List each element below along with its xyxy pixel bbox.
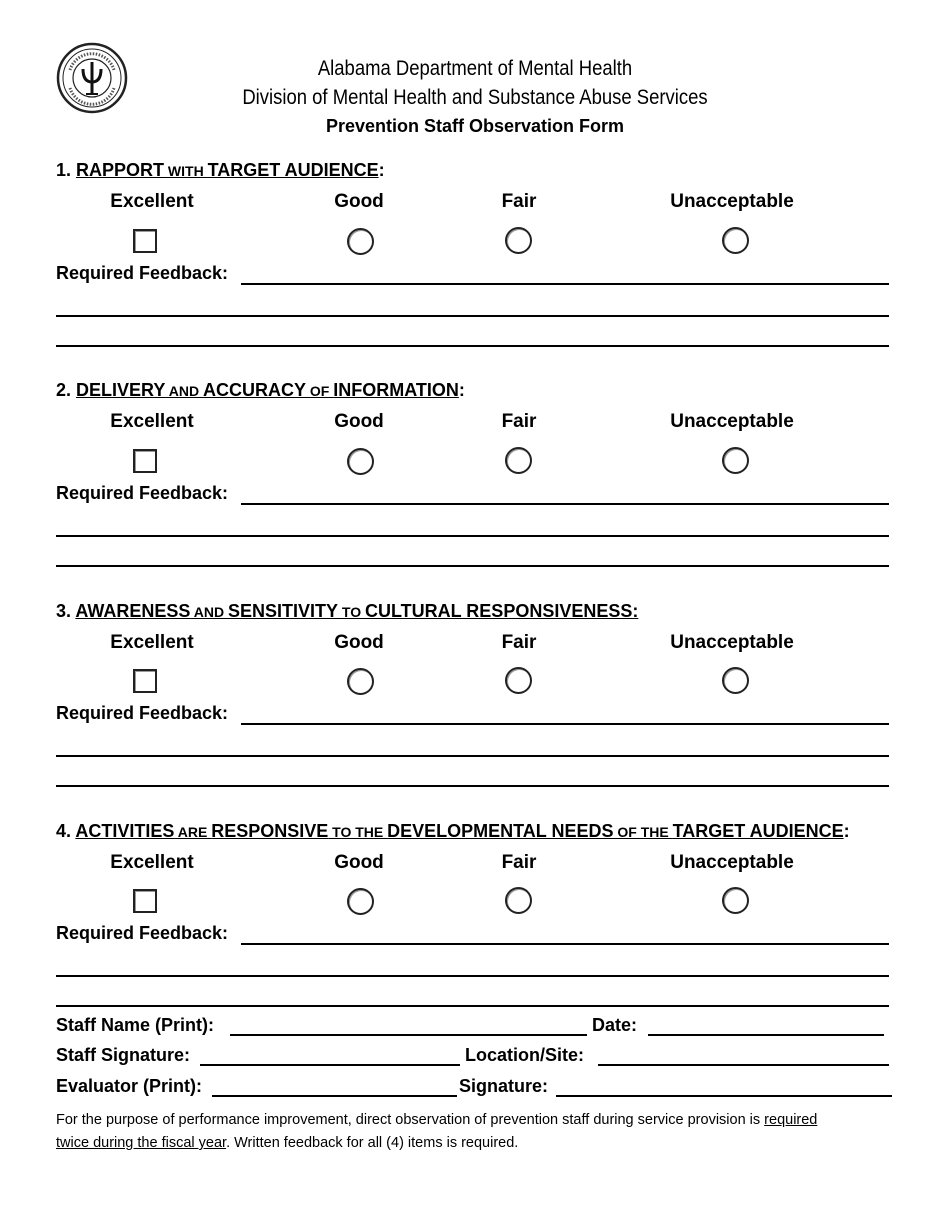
section-1-title: 1. RAPPORT WITH TARGET AUDIENCE: [56,160,385,180]
section-4-feedback-line-1[interactable] [241,943,889,945]
form-title: Prevention Staff Observation Form [325,116,625,136]
footer-note: For the purpose of performance improvement, direct observation of prevention staff during service provision is required twice during the fiscal year. Written feedback for all (4) items is required. [56,1112,818,1151]
section-1-excellent-checkbox[interactable] [133,229,157,253]
evaluator-signature-line[interactable] [556,1095,892,1097]
header-division: Division of Mental Health and Substance Abuse Services [242,86,708,109]
location-site-line[interactable] [598,1064,889,1066]
section-1-unacceptable-radio[interactable] [722,227,749,254]
section-2-label-excellent: Excellent [110,411,194,432]
section-3-feedback-line-2[interactable] [56,755,889,757]
section-3-label-fair: Fair [501,632,537,653]
section-3-fair-radio[interactable] [505,667,532,694]
section-1-label-unacceptable: Unacceptable [670,191,794,212]
section-3-feedback-line-3[interactable] [56,785,889,787]
section-3-title: 3. AWARENESS AND SENSITIVITY TO CULTURAL RESPONSIVENESS: [56,601,639,621]
section-3-label-excellent: Excellent [110,632,194,653]
section-3-feedback-line-1[interactable] [241,723,889,725]
header-department: Alabama Department of Mental Health [317,57,633,80]
evaluator-signature-label: Signature: [459,1076,549,1096]
section-3-feedback-label: Required Feedback: [56,703,229,723]
section-1-feedback-line-3[interactable] [56,345,889,347]
location-site-label: Location/Site: [465,1045,585,1065]
section-1-good-radio[interactable] [347,228,374,255]
section-1-feedback-line-1[interactable] [241,283,889,285]
section-1-fair-radio[interactable] [505,227,532,254]
section-4-feedback-line-2[interactable] [56,975,889,977]
section-2-fair-radio[interactable] [505,447,532,474]
staff-signature-line[interactable] [200,1064,460,1066]
staff-name-line[interactable] [230,1034,587,1036]
section-4-excellent-checkbox[interactable] [133,889,157,913]
section-1-feedback-line-2[interactable] [56,315,889,317]
section-2-excellent-checkbox[interactable] [133,449,157,473]
section-2-feedback-line-2[interactable] [56,535,889,537]
section-1-label-excellent: Excellent [110,191,194,212]
section-4-feedback-label: Required Feedback: [56,923,229,943]
section-2-feedback-line-1[interactable] [241,503,889,505]
section-1-label-fair: Fair [501,191,537,212]
section-4-good-radio[interactable] [347,888,374,915]
evaluator-print-line[interactable] [212,1095,457,1097]
staff-signature-label: Staff Signature: [56,1045,191,1065]
section-3-unacceptable-radio[interactable] [722,667,749,694]
section-2-label-fair: Fair [501,411,537,432]
section-4-fair-radio[interactable] [505,887,532,914]
section-3-label-unacceptable: Unacceptable [670,632,794,653]
section-3-good-radio[interactable] [347,668,374,695]
section-4-unacceptable-radio[interactable] [722,887,749,914]
evaluator-print-label: Evaluator (Print): [56,1076,203,1096]
section-2-good-radio[interactable] [347,448,374,475]
section-4-label-fair: Fair [501,852,537,873]
section-4-label-excellent: Excellent [110,852,194,873]
section-1-label-good: Good [334,191,384,212]
section-2-unacceptable-radio[interactable] [722,447,749,474]
staff-name-label: Staff Name (Print): [56,1015,215,1035]
section-4-label-unacceptable: Unacceptable [670,852,794,873]
section-2-label-unacceptable: Unacceptable [670,411,794,432]
date-label: Date: [592,1015,638,1035]
section-4-title: 4. ACTIVITIES ARE RESPONSIVE TO THE DEVELOPMENTAL NEEDS OF THE TARGET AUDIENCE: [56,821,850,841]
section-2-label-good: Good [334,411,384,432]
section-4-label-good: Good [334,852,384,873]
date-line[interactable] [648,1034,884,1036]
section-2-feedback-label: Required Feedback: [56,483,229,503]
section-2-title: 2. DELIVERY AND ACCURACY OF INFORMATION: [56,380,465,400]
section-4-feedback-line-3[interactable] [56,1005,889,1007]
section-3-label-good: Good [334,632,384,653]
section-3-excellent-checkbox[interactable] [133,669,157,693]
section-1-feedback-label: Required Feedback: [56,263,229,283]
section-2-feedback-line-3[interactable] [56,565,889,567]
